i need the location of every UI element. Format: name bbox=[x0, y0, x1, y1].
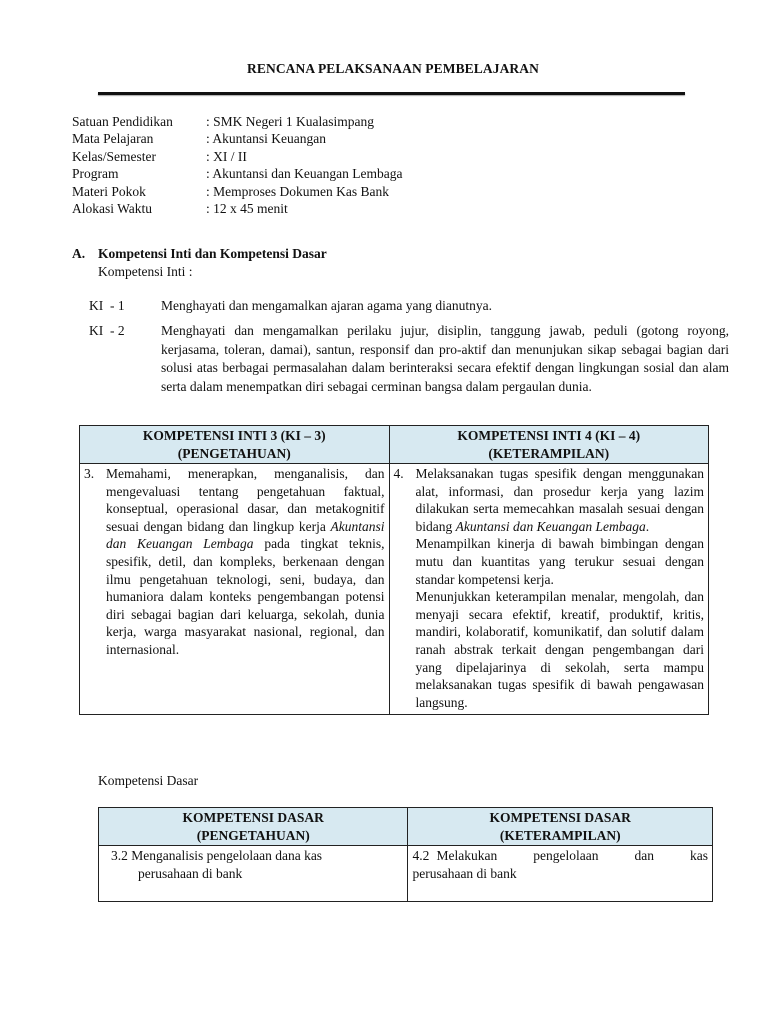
section-title: Kompetensi Inti dan Kompetensi Dasar bbox=[98, 246, 327, 261]
info-row bbox=[72, 183, 402, 200]
kd-table-row bbox=[99, 846, 713, 902]
info-label: Program bbox=[72, 166, 119, 182]
info-label: Materi Pokok bbox=[72, 183, 146, 199]
kd3-cell bbox=[99, 846, 408, 902]
info-value: : SMK Negeri 1 Kualasimpang bbox=[206, 114, 374, 129]
info-row bbox=[72, 165, 402, 182]
identity-block bbox=[72, 113, 402, 217]
info-value: : Akuntansi Keuangan bbox=[206, 131, 326, 147]
kd3-line: perusahaan di bank bbox=[138, 865, 243, 881]
info-row bbox=[72, 113, 402, 130]
ki-code: KI - 2 bbox=[89, 323, 125, 338]
ki3-text: Memahami, menerapkan, menganalisis, dan mengevaluasi tentang pengetahuan faktual, konseptual, operasional dasar, dan metakognitif sesuai dengan bidang dan lingkup kerja Akuntansi dan Keuangan Lembaga pada tingkat teknis, spesifik, detil, dan kompleks, berkenaan dengan ilmu pengetahuan teknologi, seni, budaya, dan humaniora dalam konteks pengembangan potensi diri sebagai bagian dari keluarga, sekolah, dunia kerja, warga masyarakat nasional, regional, dan internasional. bbox=[106, 466, 385, 657]
info-row bbox=[72, 130, 402, 147]
kompetensi-dasar-label: Kompetensi Dasar bbox=[98, 773, 199, 788]
info-value: : XI / II bbox=[206, 148, 247, 164]
ki4-paragraph: Melaksanakan tugas spesifik dengan menggunakan alat, informasi, dan prosedur kerja yang lazim dilakukan serta memecahkan masalah sesuai dengan bidang Akuntansi dan Keuangan Lembaga. bbox=[415, 466, 704, 534]
section-a-heading bbox=[72, 245, 327, 263]
kd4-cell bbox=[408, 846, 713, 902]
kd4-line: perusahaan di bank bbox=[412, 865, 517, 881]
kd3-header: KOMPETENSI DASAR (PENGETAHUAN) bbox=[99, 808, 408, 846]
kd-table bbox=[98, 807, 713, 902]
ki4-number: 4. bbox=[393, 466, 404, 481]
info-label: Kelas/Semester bbox=[72, 148, 156, 164]
ki-text: Menghayati dan mengamalkan ajaran agama yang dianutnya. bbox=[161, 298, 492, 313]
ki3-header: KOMPETENSI INTI 3 (KI – 3) (PENGETAHUAN) bbox=[80, 426, 390, 464]
kd4-number: 4.2 bbox=[412, 848, 430, 863]
ki-table bbox=[79, 425, 709, 715]
ki4-paragraph: Menunjukkan keterampilan menalar, mengolah, dan menyaji secara efektif, kreatif, produktif, kritis, mandiri, kolaboratif, komunikatif, dan solutif dalam ranah abstrak terkait dengan pengembangan dari yang dipelajarinya di sekolah, serta mampu melaksanakan tugas spesifik di bawah pengawasan langsung. bbox=[415, 589, 704, 710]
ki3-cell bbox=[80, 464, 390, 715]
info-label: Alokasi Waktu bbox=[72, 200, 153, 216]
ki4-text bbox=[416, 465, 705, 711]
ki4-cell bbox=[389, 464, 709, 715]
kd4-line: Melakukan pengelolaan dan kas bbox=[436, 848, 708, 863]
ki-code: KI - 1 bbox=[89, 298, 125, 313]
ki-table-header-row bbox=[80, 426, 709, 464]
kd-table-header-row bbox=[99, 808, 713, 846]
ki-table-row bbox=[80, 464, 709, 715]
section-number: A. bbox=[72, 246, 86, 261]
info-value: : Memproses Dokumen Kas Bank bbox=[206, 183, 389, 199]
info-row bbox=[72, 200, 402, 217]
info-row bbox=[72, 148, 402, 165]
kd4-header: KOMPETENSI DASAR (KETERAMPILAN) bbox=[408, 808, 713, 846]
document-title: RENCANA PELAKSANAAN PEMBELAJARAN bbox=[247, 61, 539, 76]
info-value: : 12 x 45 menit bbox=[206, 200, 288, 216]
kd3-line: 3.2 Menganalisis pengelolaan dana kas bbox=[111, 848, 323, 863]
ki-item bbox=[89, 322, 729, 396]
ki-item bbox=[89, 297, 729, 316]
info-value: : Akuntansi dan Keuangan Lembaga bbox=[206, 166, 403, 182]
info-label: Mata Pelajaran bbox=[72, 131, 154, 147]
ki4-header: KOMPETENSI INTI 4 (KI – 4) (KETERAMPILAN) bbox=[389, 426, 709, 464]
ki-text: Menghayati dan mengamalkan perilaku jujur, disiplin, tanggung jawab, peduli (gotong royong, kerjasama, toleran, damai), santun, responsif dan pro-aktif dan menunjukan sikap sebagai bagian dari solusi atas berbagai permasalahan dalam berinteraksi secara efektif dengan lingkungan sosial dan alam serta dalam menempatkan diri sebagai cerminan bangsa dalam pergaulan dunia. bbox=[161, 323, 729, 394]
ki4-paragraph: Menampilkan kinerja di bawah bimbingan dengan mutu dan kuantitas yang terukur sesuai dengan standar kompetensi kerja. bbox=[415, 536, 704, 587]
ki3-number: 3. bbox=[84, 466, 95, 481]
kompetensi-inti-label: Kompetensi Inti : bbox=[98, 264, 193, 279]
info-label: Satuan Pendidikan bbox=[72, 114, 173, 129]
title-divider bbox=[98, 92, 685, 95]
